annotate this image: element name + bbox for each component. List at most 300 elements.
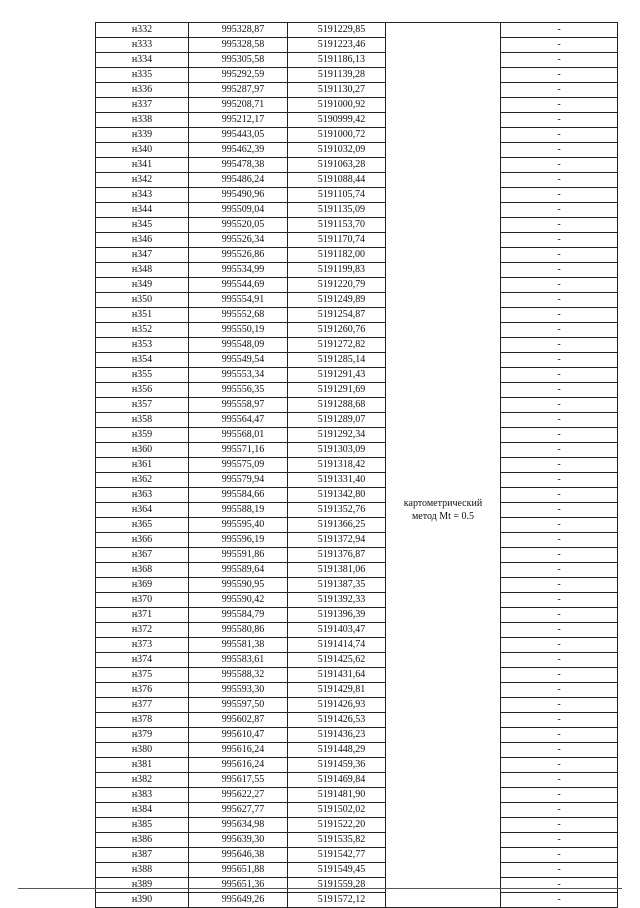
y-coordinate-cell: 5191396,39: [288, 608, 386, 623]
point-cell: н365: [96, 518, 189, 533]
y-coordinate-cell: 5191032,09: [288, 143, 386, 158]
table-row: [96, 353, 618, 368]
table-row: [96, 413, 618, 428]
y-coordinate-cell: 5191342,80: [288, 488, 386, 503]
page-bottom-rule: [18, 888, 622, 889]
x-coordinate-cell: 995639,30: [189, 833, 288, 848]
y-coordinate-cell: 5190999,42: [288, 113, 386, 128]
y-coordinate-cell: 5191522,20: [288, 818, 386, 833]
note-cell: -: [501, 743, 618, 758]
note-cell: -: [501, 818, 618, 833]
y-coordinate-cell: 5191318,42: [288, 458, 386, 473]
note-cell: -: [501, 593, 618, 608]
coordinate-table: [95, 22, 618, 908]
x-coordinate-cell: 995610,47: [189, 728, 288, 743]
note-cell: -: [501, 488, 618, 503]
point-cell: н386: [96, 833, 189, 848]
y-coordinate-cell: 5191288,68: [288, 398, 386, 413]
note-cell: -: [501, 383, 618, 398]
table-row: [96, 878, 618, 893]
x-coordinate-cell: 995616,24: [189, 743, 288, 758]
table-row: [96, 278, 618, 293]
x-coordinate-cell: 995575,09: [189, 458, 288, 473]
note-cell: -: [501, 368, 618, 383]
note-cell: -: [501, 758, 618, 773]
y-coordinate-cell: 5191426,93: [288, 698, 386, 713]
point-cell: н332: [96, 23, 189, 38]
table-row: [96, 578, 618, 593]
note-cell: -: [501, 323, 618, 338]
point-cell: н369: [96, 578, 189, 593]
y-coordinate-cell: 5191481,90: [288, 788, 386, 803]
x-coordinate-cell: 995509,04: [189, 203, 288, 218]
y-coordinate-cell: 5191229,85: [288, 23, 386, 38]
note-cell: -: [501, 128, 618, 143]
y-coordinate-cell: 5191254,87: [288, 308, 386, 323]
point-cell: н382: [96, 773, 189, 788]
note-cell: -: [501, 158, 618, 173]
point-cell: н353: [96, 338, 189, 353]
note-cell: -: [501, 53, 618, 68]
table-row: [96, 143, 618, 158]
x-coordinate-cell: 995616,24: [189, 758, 288, 773]
table-row: [96, 23, 618, 38]
table-row: [96, 638, 618, 653]
point-cell: н344: [96, 203, 189, 218]
x-coordinate-cell: 995589,64: [189, 563, 288, 578]
point-cell: н374: [96, 653, 189, 668]
point-cell: н384: [96, 803, 189, 818]
table-row: [96, 323, 618, 338]
y-coordinate-cell: 5191426,53: [288, 713, 386, 728]
point-cell: н357: [96, 398, 189, 413]
x-coordinate-cell: 995583,61: [189, 653, 288, 668]
table-row: [96, 743, 618, 758]
x-coordinate-cell: 995553,34: [189, 368, 288, 383]
x-coordinate-cell: 995556,35: [189, 383, 288, 398]
table-row: [96, 548, 618, 563]
y-coordinate-cell: 5191139,28: [288, 68, 386, 83]
point-cell: н390: [96, 893, 189, 908]
note-cell: -: [501, 38, 618, 53]
x-coordinate-cell: 995478,38: [189, 158, 288, 173]
point-cell: н345: [96, 218, 189, 233]
x-coordinate-cell: 995593,30: [189, 683, 288, 698]
table-row: [96, 368, 618, 383]
note-cell: -: [501, 353, 618, 368]
y-coordinate-cell: 5191199,83: [288, 263, 386, 278]
note-cell: -: [501, 188, 618, 203]
y-coordinate-cell: 5191223,46: [288, 38, 386, 53]
point-cell: н362: [96, 473, 189, 488]
table-row: [96, 218, 618, 233]
table-row: [96, 458, 618, 473]
table-row: [96, 863, 618, 878]
x-coordinate-cell: 995597,50: [189, 698, 288, 713]
table-row: [96, 128, 618, 143]
table-row: [96, 668, 618, 683]
note-cell: -: [501, 638, 618, 653]
point-cell: н375: [96, 668, 189, 683]
x-coordinate-cell: 995328,58: [189, 38, 288, 53]
y-coordinate-cell: 5191403,47: [288, 623, 386, 638]
y-coordinate-cell: 5191392,33: [288, 593, 386, 608]
x-coordinate-cell: 995443,05: [189, 128, 288, 143]
x-coordinate-cell: 995328,87: [189, 23, 288, 38]
x-coordinate-cell: 995580,86: [189, 623, 288, 638]
point-cell: н348: [96, 263, 189, 278]
y-coordinate-cell: 5191448,29: [288, 743, 386, 758]
y-coordinate-cell: 5191376,87: [288, 548, 386, 563]
table-row: [96, 788, 618, 803]
point-cell: н334: [96, 53, 189, 68]
note-cell: -: [501, 713, 618, 728]
table-row: [96, 503, 618, 518]
point-cell: н359: [96, 428, 189, 443]
y-coordinate-cell: 5191372,94: [288, 533, 386, 548]
note-cell: -: [501, 833, 618, 848]
y-coordinate-cell: 5191387,35: [288, 578, 386, 593]
point-cell: н354: [96, 353, 189, 368]
point-cell: н346: [96, 233, 189, 248]
x-coordinate-cell: 995490,96: [189, 188, 288, 203]
y-coordinate-cell: 5191292,34: [288, 428, 386, 443]
y-coordinate-cell: 5191000,92: [288, 98, 386, 113]
y-coordinate-cell: 5191272,82: [288, 338, 386, 353]
table-row: [96, 173, 618, 188]
note-cell: -: [501, 803, 618, 818]
table-row: [96, 158, 618, 173]
y-coordinate-cell: 5191063,28: [288, 158, 386, 173]
point-cell: н341: [96, 158, 189, 173]
note-cell: -: [501, 293, 618, 308]
coordinate-table-body: [96, 23, 618, 908]
point-cell: н356: [96, 383, 189, 398]
y-coordinate-cell: 5191542,77: [288, 848, 386, 863]
note-cell: -: [501, 263, 618, 278]
note-cell: -: [501, 233, 618, 248]
y-coordinate-cell: 5191459,36: [288, 758, 386, 773]
x-coordinate-cell: 995564,47: [189, 413, 288, 428]
y-coordinate-cell: 5191535,82: [288, 833, 386, 848]
point-cell: н387: [96, 848, 189, 863]
table-row: [96, 623, 618, 638]
y-coordinate-cell: 5191572,12: [288, 893, 386, 908]
note-cell: -: [501, 608, 618, 623]
table-row: [96, 698, 618, 713]
x-coordinate-cell: 995548,09: [189, 338, 288, 353]
y-coordinate-cell: 5191381,06: [288, 563, 386, 578]
x-coordinate-cell: 995651,88: [189, 863, 288, 878]
note-cell: -: [501, 173, 618, 188]
x-coordinate-cell: 995581,38: [189, 638, 288, 653]
point-cell: н347: [96, 248, 189, 263]
point-cell: н351: [96, 308, 189, 323]
point-cell: н337: [96, 98, 189, 113]
table-row: [96, 68, 618, 83]
x-coordinate-cell: 995212,17: [189, 113, 288, 128]
y-coordinate-cell: 5191431,64: [288, 668, 386, 683]
table-row: [96, 773, 618, 788]
table-row: [96, 53, 618, 68]
x-coordinate-cell: 995534,99: [189, 263, 288, 278]
x-coordinate-cell: 995486,24: [189, 173, 288, 188]
table-row: [96, 233, 618, 248]
note-cell: -: [501, 563, 618, 578]
table-row: [96, 473, 618, 488]
y-coordinate-cell: 5191425,62: [288, 653, 386, 668]
point-cell: н373: [96, 638, 189, 653]
y-coordinate-cell: 5191303,09: [288, 443, 386, 458]
y-coordinate-cell: 5191331,40: [288, 473, 386, 488]
x-coordinate-cell: 995634,98: [189, 818, 288, 833]
note-cell: -: [501, 623, 618, 638]
point-cell: н352: [96, 323, 189, 338]
y-coordinate-cell: 5191429,81: [288, 683, 386, 698]
table-row: [96, 893, 618, 908]
table-row: [96, 203, 618, 218]
note-cell: -: [501, 398, 618, 413]
point-cell: н349: [96, 278, 189, 293]
x-coordinate-cell: 995588,32: [189, 668, 288, 683]
point-cell: н350: [96, 293, 189, 308]
table-row: [96, 113, 618, 128]
y-coordinate-cell: 5191182,00: [288, 248, 386, 263]
x-coordinate-cell: 995649,26: [189, 893, 288, 908]
method-cell: [386, 113, 501, 908]
x-coordinate-cell: 995550,19: [189, 323, 288, 338]
table-row: [96, 533, 618, 548]
note-cell: -: [501, 143, 618, 158]
point-cell: н336: [96, 83, 189, 98]
x-coordinate-cell: 995544,69: [189, 278, 288, 293]
method-line-1: картометрический: [403, 497, 483, 509]
point-cell: н380: [96, 743, 189, 758]
table-row: [96, 563, 618, 578]
note-cell: -: [501, 728, 618, 743]
table-row: [96, 818, 618, 833]
point-cell: н335: [96, 68, 189, 83]
table-row: [96, 98, 618, 113]
note-cell: -: [501, 503, 618, 518]
table-row: [96, 308, 618, 323]
table-row: [96, 833, 618, 848]
note-cell: -: [501, 248, 618, 263]
y-coordinate-cell: 5191436,23: [288, 728, 386, 743]
point-cell: н389: [96, 878, 189, 893]
table-row: [96, 608, 618, 623]
point-cell: н338: [96, 113, 189, 128]
point-cell: н378: [96, 713, 189, 728]
point-cell: н383: [96, 788, 189, 803]
point-cell: н381: [96, 758, 189, 773]
table-row: [96, 428, 618, 443]
coordinate-table-sheet: [95, 22, 617, 905]
table-row: [96, 338, 618, 353]
point-cell: н361: [96, 458, 189, 473]
table-row: [96, 518, 618, 533]
point-cell: н343: [96, 188, 189, 203]
point-cell: н366: [96, 533, 189, 548]
table-row: [96, 713, 618, 728]
note-cell: -: [501, 773, 618, 788]
table-row: [96, 803, 618, 818]
x-coordinate-cell: 995595,40: [189, 518, 288, 533]
note-cell: -: [501, 533, 618, 548]
table-row: [96, 848, 618, 863]
point-cell: н370: [96, 593, 189, 608]
y-coordinate-cell: 5191366,25: [288, 518, 386, 533]
x-coordinate-cell: 995602,87: [189, 713, 288, 728]
point-cell: н368: [96, 563, 189, 578]
point-cell: н367: [96, 548, 189, 563]
note-cell: -: [501, 338, 618, 353]
point-cell: н364: [96, 503, 189, 518]
table-row: [96, 653, 618, 668]
point-cell: н342: [96, 173, 189, 188]
x-coordinate-cell: 995584,79: [189, 608, 288, 623]
point-cell: н339: [96, 128, 189, 143]
table-row: [96, 83, 618, 98]
note-cell: -: [501, 68, 618, 83]
table-row: [96, 683, 618, 698]
note-cell: -: [501, 428, 618, 443]
x-coordinate-cell: 995568,01: [189, 428, 288, 443]
point-cell: н340: [96, 143, 189, 158]
note-cell: -: [501, 83, 618, 98]
note-cell: -: [501, 578, 618, 593]
note-cell: -: [501, 548, 618, 563]
point-cell: н388: [96, 863, 189, 878]
y-coordinate-cell: 5191549,45: [288, 863, 386, 878]
x-coordinate-cell: 995617,55: [189, 773, 288, 788]
x-coordinate-cell: 995208,71: [189, 98, 288, 113]
x-coordinate-cell: 995292,59: [189, 68, 288, 83]
y-coordinate-cell: 5191153,70: [288, 218, 386, 233]
note-cell: -: [501, 473, 618, 488]
table-row: [96, 398, 618, 413]
note-cell: -: [501, 203, 618, 218]
x-coordinate-cell: 995520,05: [189, 218, 288, 233]
point-cell: н379: [96, 728, 189, 743]
x-coordinate-cell: 995622,27: [189, 788, 288, 803]
note-cell: -: [501, 23, 618, 38]
y-coordinate-cell: 5191414,74: [288, 638, 386, 653]
note-cell: -: [501, 518, 618, 533]
point-cell: н360: [96, 443, 189, 458]
y-coordinate-cell: 5191000,72: [288, 128, 386, 143]
note-cell: -: [501, 878, 618, 893]
note-cell: -: [501, 683, 618, 698]
x-coordinate-cell: 995588,19: [189, 503, 288, 518]
note-cell: -: [501, 863, 618, 878]
note-cell: -: [501, 698, 618, 713]
method-cell-upper: [386, 23, 501, 113]
note-cell: -: [501, 893, 618, 908]
table-row: [96, 188, 618, 203]
x-coordinate-cell: 995584,66: [189, 488, 288, 503]
x-coordinate-cell: 995579,94: [189, 473, 288, 488]
point-cell: н372: [96, 623, 189, 638]
x-coordinate-cell: 995462,39: [189, 143, 288, 158]
y-coordinate-cell: 5191170,74: [288, 233, 386, 248]
point-cell: н333: [96, 38, 189, 53]
x-coordinate-cell: 995552,68: [189, 308, 288, 323]
y-coordinate-cell: 5191130,27: [288, 83, 386, 98]
note-cell: -: [501, 443, 618, 458]
table-row: [96, 263, 618, 278]
y-coordinate-cell: 5191559,28: [288, 878, 386, 893]
y-coordinate-cell: 5191469,84: [288, 773, 386, 788]
x-coordinate-cell: 995549,54: [189, 353, 288, 368]
note-cell: -: [501, 113, 618, 128]
point-cell: н355: [96, 368, 189, 383]
y-coordinate-cell: 5191289,07: [288, 413, 386, 428]
table-row: [96, 383, 618, 398]
x-coordinate-cell: 995571,16: [189, 443, 288, 458]
note-cell: -: [501, 458, 618, 473]
x-coordinate-cell: 995596,19: [189, 533, 288, 548]
x-coordinate-cell: 995554,91: [189, 293, 288, 308]
table-row: [96, 293, 618, 308]
x-coordinate-cell: 995590,42: [189, 593, 288, 608]
table-row: [96, 593, 618, 608]
table-row: [96, 248, 618, 263]
point-cell: н376: [96, 683, 189, 698]
point-cell: н385: [96, 818, 189, 833]
note-cell: -: [501, 413, 618, 428]
x-coordinate-cell: 995305,58: [189, 53, 288, 68]
point-cell: н363: [96, 488, 189, 503]
y-coordinate-cell: 5191260,76: [288, 323, 386, 338]
table-row: [96, 758, 618, 773]
point-cell: н358: [96, 413, 189, 428]
x-coordinate-cell: 995646,38: [189, 848, 288, 863]
note-cell: -: [501, 848, 618, 863]
x-coordinate-cell: 995590,95: [189, 578, 288, 593]
x-coordinate-cell: 995287,97: [189, 83, 288, 98]
y-coordinate-cell: 5191249,89: [288, 293, 386, 308]
y-coordinate-cell: 5191291,43: [288, 368, 386, 383]
y-coordinate-cell: 5191502,02: [288, 803, 386, 818]
y-coordinate-cell: 5191352,76: [288, 503, 386, 518]
x-coordinate-cell: 995526,86: [189, 248, 288, 263]
x-coordinate-cell: 995651,36: [189, 878, 288, 893]
x-coordinate-cell: 995558,97: [189, 398, 288, 413]
y-coordinate-cell: 5191088,44: [288, 173, 386, 188]
table-row: [96, 488, 618, 503]
point-cell: н377: [96, 698, 189, 713]
note-cell: -: [501, 308, 618, 323]
table-row: [96, 38, 618, 53]
note-cell: -: [501, 98, 618, 113]
note-cell: -: [501, 668, 618, 683]
x-coordinate-cell: 995526,34: [189, 233, 288, 248]
y-coordinate-cell: 5191220,79: [288, 278, 386, 293]
note-cell: -: [501, 278, 618, 293]
y-coordinate-cell: 5191186,13: [288, 53, 386, 68]
method-line-2: метод Mt = 0.5: [411, 510, 475, 522]
x-coordinate-cell: 995627,77: [189, 803, 288, 818]
y-coordinate-cell: 5191291,69: [288, 383, 386, 398]
note-cell: -: [501, 218, 618, 233]
y-coordinate-cell: 5191105,74: [288, 188, 386, 203]
y-coordinate-cell: 5191285,14: [288, 353, 386, 368]
note-cell: -: [501, 653, 618, 668]
y-coordinate-cell: 5191135,09: [288, 203, 386, 218]
note-cell: -: [501, 788, 618, 803]
x-coordinate-cell: 995591,86: [189, 548, 288, 563]
